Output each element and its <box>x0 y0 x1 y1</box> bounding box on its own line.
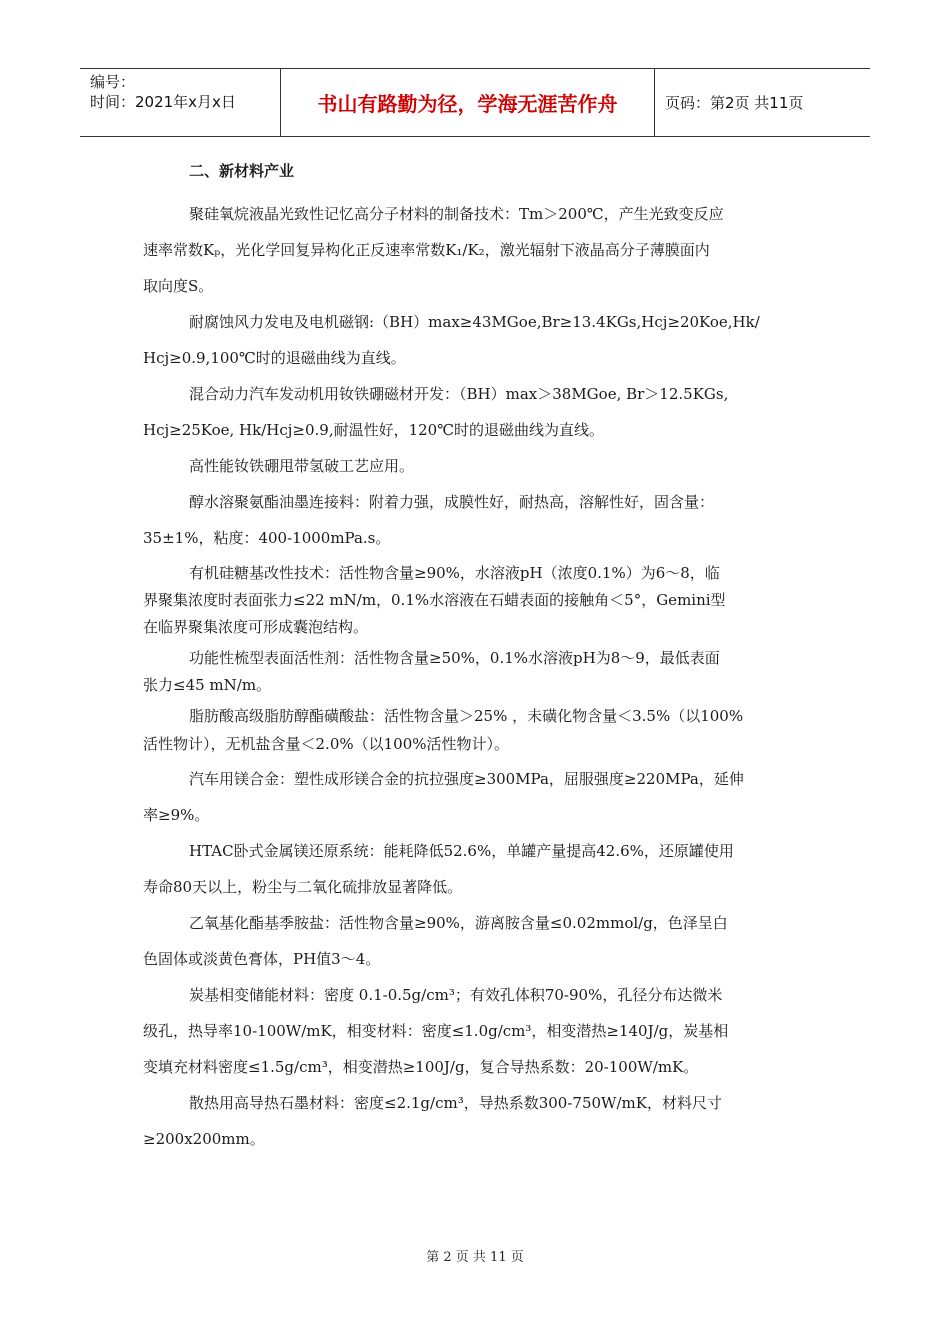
text-line: 功能性梳型表面活性剂：活性物含量≥50%，0.1%水溶液pH为8～9，最低表面 <box>189 649 720 667</box>
text-line: 变填充材料密度≤1.5g/cm³，相变潜热≥100J/g，复合导热系数：20-100W/mK。 <box>143 1058 699 1076</box>
header-meta <box>80 69 280 136</box>
text-line: Hcj≥0.9,100℃时的退磁曲线为直线。 <box>143 349 406 367</box>
header-page-label: 页码：第2页 共11页 <box>665 94 804 112</box>
text-line: 色固体或淡黄色膏体，PH值3～4。 <box>143 950 381 968</box>
section-title: 二、新材料产业 <box>189 162 295 180</box>
header-motto: 书山有路勤为径，学海无涯苦作舟 <box>280 69 655 136</box>
paragraph-comb-surfactant <box>143 645 813 699</box>
paragraph-magnesium-alloy <box>143 761 813 833</box>
text-line: 脂肪酸高级脂肪醇酯磺酸盐：活性物含量＞25% ，未磺化物含量＜3.5%（以100% <box>189 707 744 725</box>
document-body <box>143 150 813 1157</box>
paragraph-quaternary-ammonium <box>143 905 813 977</box>
paragraph-magnet-steel <box>143 304 813 376</box>
text-line: 炭基相变储能材料：密度 0.1-0.5g/cm³；有效孔体积70-90%，孔径分布达微米 <box>189 986 723 1004</box>
text-line: 高性能钕铁硼甩带氢破工艺应用。 <box>189 457 415 475</box>
paragraph-ndfeb-magnet <box>143 376 813 448</box>
text-line: 耐腐蚀风力发电及电机磁钢:（BH）max≥43MGoe,Br≥13.4KGs,Hcj≥20Koe,Hk/ <box>189 313 760 331</box>
text-line: 活性物计），无机盐含量＜2.0%（以100%活性物计）。 <box>143 735 509 753</box>
text-line: 率≥9%。 <box>143 806 210 824</box>
date-label: 时间：2021年x月x日 <box>90 93 236 111</box>
page-footer: 第 2 页 共 11 页 <box>426 1250 524 1265</box>
text-line: 醇水溶聚氨酯油墨连接料：附着力强，成膜性好，耐热高，溶解性好，固含量： <box>189 493 715 511</box>
paragraph-sulfonate <box>143 702 813 758</box>
text-line: HTAC卧式金属镁还原系统：能耗降低52.6%，单罐产量提高42.6%，还原罐使用 <box>189 842 734 860</box>
text-line: Hcj≥25Koe, Hk/Hcj≥0.9,耐温性好，120℃时的退磁曲线为直线。 <box>143 421 604 439</box>
text-line: 乙氧基化酯基季胺盐：活性物含量≥90%，游离胺含量≤0.02mmol/g，色泽呈白 <box>189 914 728 932</box>
text-line: 寿命80天以上，粉尘与二氧化硫排放显著降低。 <box>143 878 463 896</box>
text-line: 聚硅氧烷液晶光致性记忆高分子材料的制备技术：Tm＞200℃，产生光致变反应 <box>189 205 724 223</box>
paragraph-htac-system <box>143 833 813 905</box>
text-line: 混合动力汽车发动机用钕铁硼磁材开发：（BH）max＞38MGoe, Br＞12.5KGs, <box>189 385 729 403</box>
paragraph-carbon-phase-change <box>143 977 813 1085</box>
text-line: 在临界聚集浓度可形成囊泡结构。 <box>143 618 369 636</box>
paragraph-polyurethane-ink <box>143 484 813 556</box>
text-line: ≥200x200mm。 <box>143 1130 265 1148</box>
text-line: 界聚集浓度时表面张力≤22 mN/m，0.1%水溶液在石蜡表面的接触角＜5°，Gemini型 <box>143 591 726 609</box>
page-header <box>80 68 870 137</box>
text-line: 速率常数Kₚ，光化学回复异构化正反速率常数K₁/K₂，激光辐射下液晶高分子薄膜面内 <box>143 241 710 259</box>
paragraph-silicone-sugar <box>143 560 813 641</box>
paragraph-ndfeb-strip <box>143 448 813 484</box>
text-line: 张力≤45 mN/m。 <box>143 676 272 694</box>
paragraph-liquid-crystal <box>143 196 813 304</box>
text-line: 级孔，热导率10-100W/mK，相变材料：密度≤1.0g/cm³，相变潜热≥140J/g，炭基相 <box>143 1022 729 1040</box>
text-line: 取向度S。 <box>143 277 214 295</box>
number-label: 编号： <box>90 73 136 91</box>
text-line: 汽车用镁合金：塑性成形镁合金的抗拉强度≥300MPa，屈服强度≥220MPa，延伸 <box>189 770 744 788</box>
paragraph-graphite <box>143 1085 813 1157</box>
text-line: 有机硅糖基改性技术：活性物含量≥90%，水溶液pH（浓度0.1%）为6～8，临 <box>189 564 720 582</box>
text-line: 35±1%，粘度：400-1000mPa.s。 <box>143 529 391 547</box>
text-line: 散热用高导热石墨材料：密度≤2.1g/cm³，导热系数300-750W/mK，材料尺寸 <box>189 1094 722 1112</box>
